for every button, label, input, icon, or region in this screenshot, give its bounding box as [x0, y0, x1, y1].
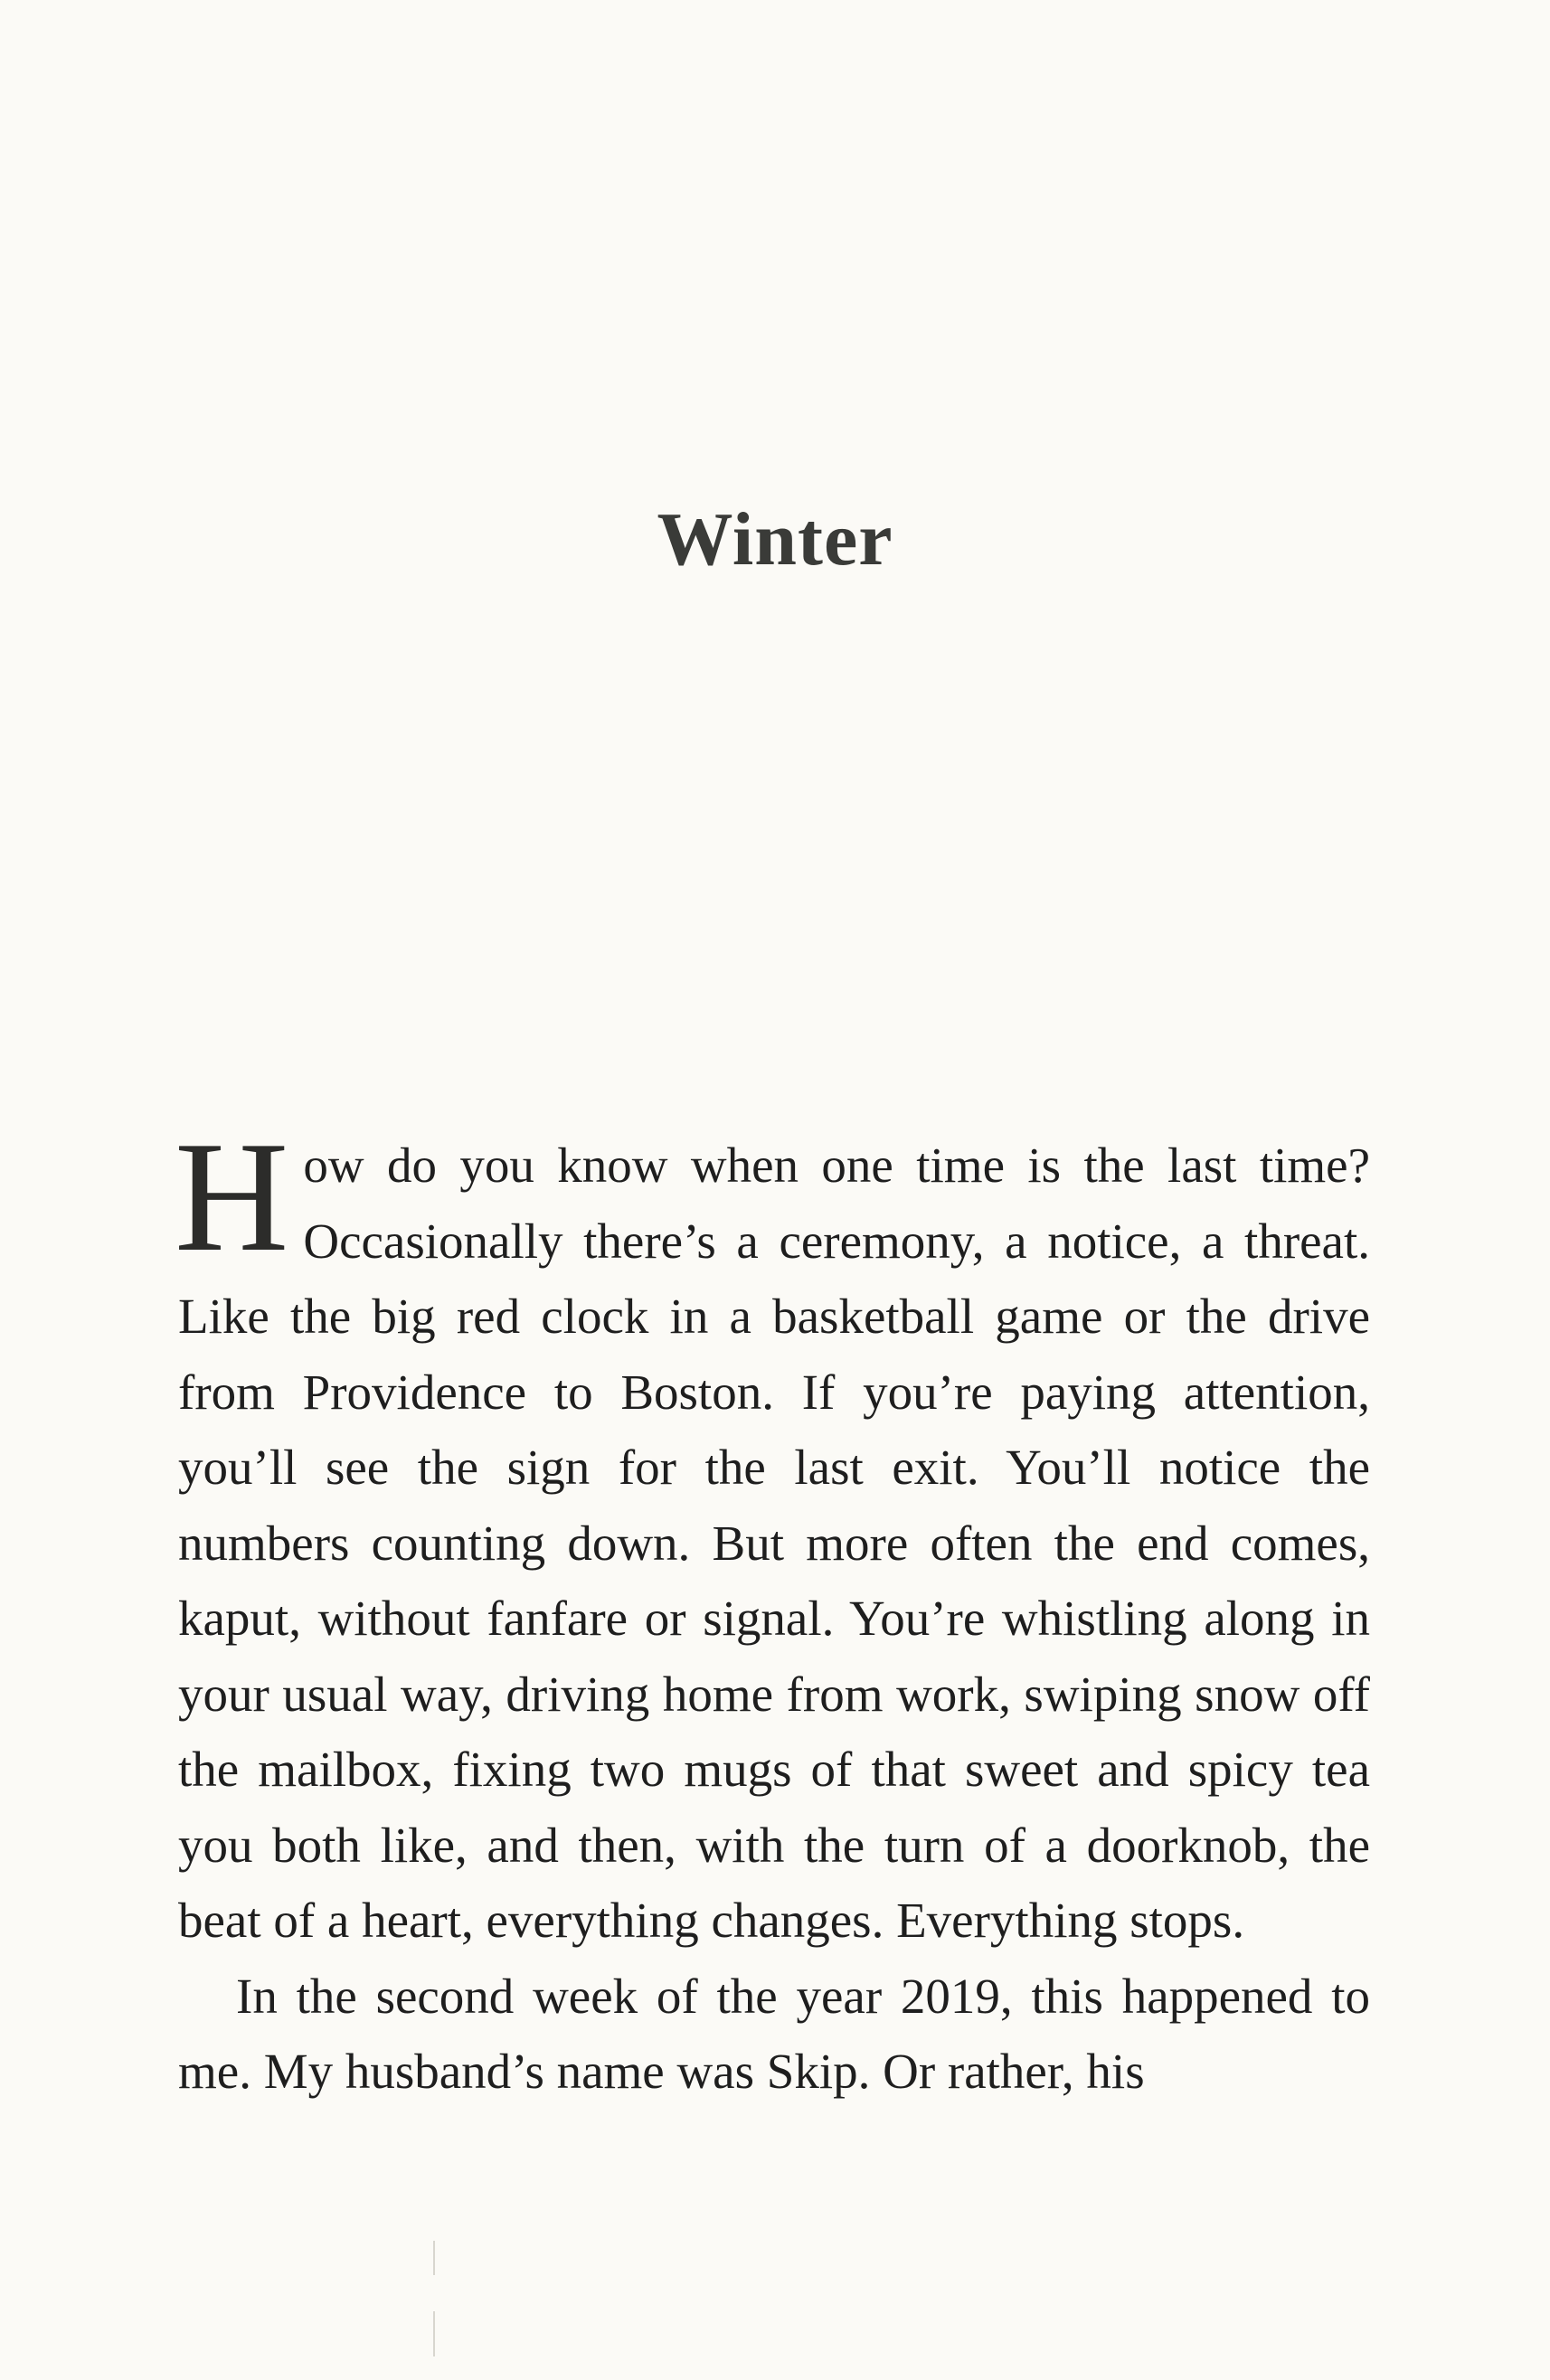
chapter-body [175, 1109, 1370, 2110]
page-edge-mark [433, 2241, 435, 2275]
chapter-title: Winter [657, 497, 893, 581]
opening-paragraph [175, 1109, 1370, 1959]
opening-paragraph-text: ow do you know when one time is the last time? Occasionally there’s a ceremony, a notice, a threat. Like the big red clock in a basketball game or the drive from Providence to Boston. If you’re paying attention, you’ll see the sign for the last exit. You’ll notice the numbers counting down. But more often the end comes, kaput, without fanfare or signal. You’re whistling along in your usual way, driving home from work, swiping snow off the mailbox, fixing two mugs of that sweet and spicy tea you both like, and then, with the turn of a doorknob, the beat of a heart, everything changes. Everything stops. [178, 1138, 1370, 1948]
page-edge-mark [433, 2311, 435, 2356]
drop-cap: H [175, 1109, 289, 1284]
second-paragraph: In the second week of the year 2019, this happened to me. My husband’s name was Skip. Or rather, his [178, 1968, 1370, 2099]
